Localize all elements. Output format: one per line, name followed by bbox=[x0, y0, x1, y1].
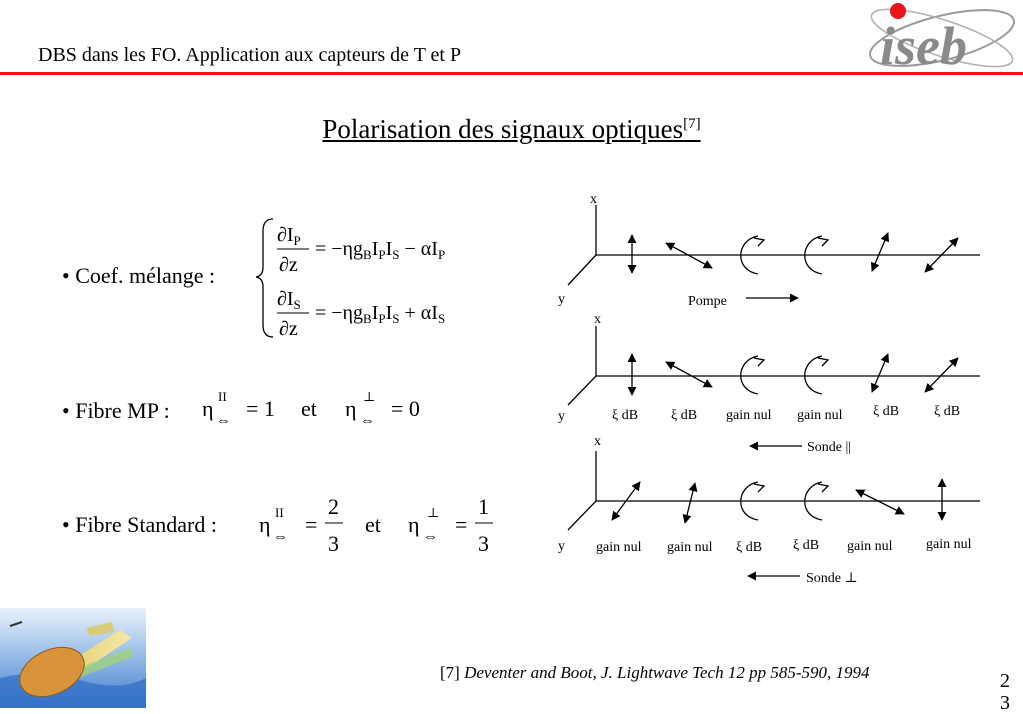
row3-label-1: gain nul bbox=[596, 540, 642, 555]
row-pompe bbox=[558, 192, 980, 309]
decorative-fiber-logo bbox=[0, 608, 146, 708]
svg-text:3: 3 bbox=[328, 531, 339, 556]
svg-text:=: = bbox=[305, 512, 318, 537]
iseb-logo bbox=[862, 0, 1022, 72]
row3-label-5: gain nul bbox=[847, 539, 893, 554]
svg-text:=: = bbox=[455, 512, 468, 537]
svg-text:η: η bbox=[202, 396, 214, 421]
row1-caption: Pompe bbox=[688, 294, 727, 309]
svg-text:et: et bbox=[301, 396, 317, 421]
svg-text:et: et bbox=[365, 512, 381, 537]
svg-text:II: II bbox=[218, 389, 227, 404]
row1-y-label: y bbox=[558, 292, 565, 307]
eq2-denominator: ∂z bbox=[279, 318, 298, 340]
page-number-digit-2: 3 bbox=[1000, 692, 1010, 714]
row1-x-label: x bbox=[590, 192, 597, 207]
eq1-denominator: ∂z bbox=[279, 254, 298, 276]
svg-text:1: 1 bbox=[478, 494, 489, 519]
row3-label-4: ξ dB bbox=[793, 538, 820, 553]
svg-text:⊥: ⊥ bbox=[363, 389, 376, 404]
header-title: DBS dans les FO. Application aux capteurs de T et P bbox=[38, 44, 462, 66]
bullet-coef: • Coef. mélange : bbox=[62, 263, 216, 288]
svg-text:η: η bbox=[345, 396, 357, 421]
row2-caption: Sonde || bbox=[807, 440, 852, 455]
header-divider bbox=[0, 72, 1023, 75]
svg-text:⊥: ⊥ bbox=[427, 505, 440, 520]
row-sonde-perpendicular bbox=[558, 434, 980, 586]
row2-label-6: ξ dB bbox=[934, 404, 961, 419]
row2-label-5: ξ dB bbox=[873, 404, 900, 419]
row2-label-1: ξ dB bbox=[612, 408, 639, 423]
row2-y-label: y bbox=[558, 409, 565, 424]
row3-x-label: x bbox=[594, 434, 601, 449]
row1-pol-tilted bbox=[872, 233, 888, 271]
eq2-numerator: $\partial I_S$ bbox=[277, 288, 301, 312]
reference-note bbox=[440, 663, 870, 683]
svg-text:II: II bbox=[275, 505, 284, 520]
row3-caption: Sonde ⊥ bbox=[806, 571, 858, 586]
slide-title bbox=[0, 114, 1023, 145]
row1-y-axis bbox=[568, 255, 596, 285]
page-number bbox=[1000, 670, 1010, 714]
eq2-rhs: = $-\eta g_BI_PI_S + \alpha I_S$ bbox=[315, 302, 446, 326]
row2-label-3: gain nul bbox=[726, 408, 772, 423]
page-number-digit-1: 2 bbox=[1000, 670, 1010, 692]
reference-number: [7] bbox=[440, 663, 460, 682]
eq1-rhs: = $-\eta g_BI_PI_S - \alpha I_P$ bbox=[315, 238, 446, 262]
svg-text:⇔: ⇔ bbox=[273, 529, 288, 545]
row3-label-2: gain nul bbox=[667, 540, 713, 555]
row2-label-2: ξ dB bbox=[671, 408, 698, 423]
svg-text:= 1: = 1 bbox=[246, 396, 275, 421]
coupled-equations bbox=[255, 215, 515, 345]
svg-text:η: η bbox=[408, 512, 420, 537]
svg-text:= 0: = 0 bbox=[391, 396, 420, 421]
svg-text:⇔: ⇔ bbox=[216, 413, 231, 429]
svg-text:η: η bbox=[259, 512, 271, 537]
slide-title-text: Polarisation des signaux optiques bbox=[322, 114, 684, 144]
reference-text: Deventer and Boot, J. Lightwave Tech 12 pp 585-590, 1994 bbox=[464, 663, 870, 682]
polarization-diagram bbox=[550, 185, 1010, 595]
fibre-mp-formula bbox=[198, 385, 448, 435]
row3-label-6: gain nul bbox=[926, 537, 972, 552]
row-sonde-parallel bbox=[558, 312, 980, 455]
eq1-numerator: $\partial I_P$ bbox=[277, 224, 301, 248]
logo-text: iseb bbox=[880, 16, 967, 72]
row2-label-4: gain nul bbox=[797, 408, 843, 423]
svg-text:⇔: ⇔ bbox=[360, 413, 375, 429]
row3-y-label: y bbox=[558, 539, 565, 554]
svg-text:⇔: ⇔ bbox=[423, 529, 438, 545]
row2-x-label: x bbox=[594, 312, 601, 327]
bullet-fibre-standard: • Fibre Standard : bbox=[62, 512, 217, 537]
fibre-standard-formula bbox=[255, 490, 505, 560]
svg-text:3: 3 bbox=[478, 531, 489, 556]
slide-title-ref: [7] bbox=[683, 116, 701, 132]
equation-brace bbox=[256, 219, 273, 337]
bullet-fibre-mp: • Fibre MP : bbox=[62, 398, 170, 423]
svg-text:2: 2 bbox=[328, 494, 339, 519]
row3-label-3: ξ dB bbox=[736, 540, 763, 555]
